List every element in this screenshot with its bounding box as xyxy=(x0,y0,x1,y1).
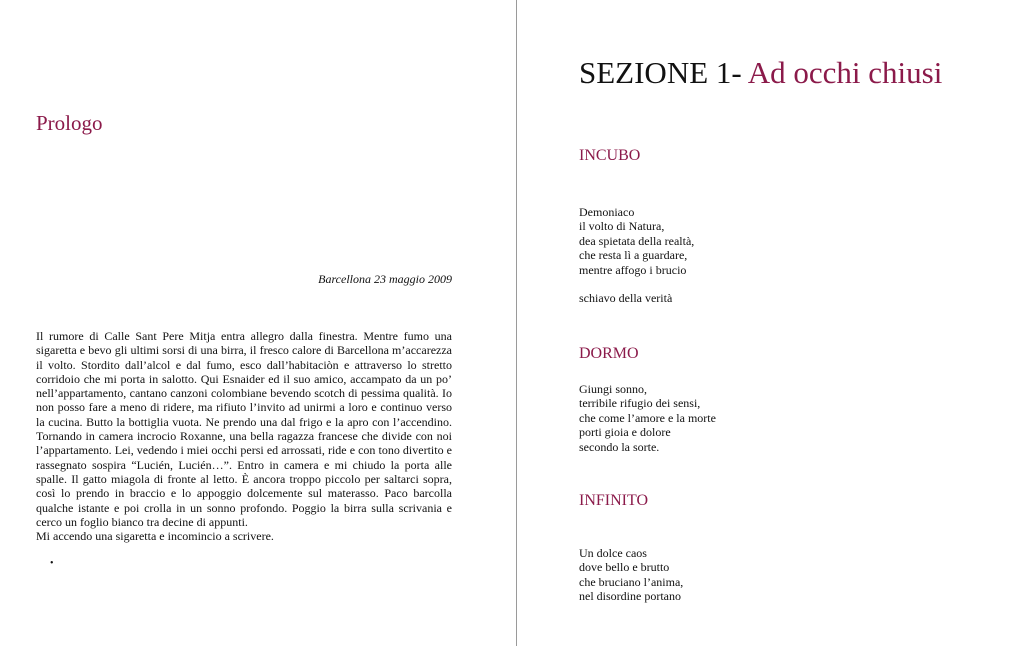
poem-line: dove bello e brutto xyxy=(579,560,670,575)
poem-line: Un dolce caos xyxy=(579,546,647,560)
poem-title-infinito: INFINITO xyxy=(579,492,649,509)
poem-line: che come l’amore e la morte xyxy=(579,410,716,425)
poem-line: mentre affogo i brucio xyxy=(579,262,687,277)
poem-infinito xyxy=(579,546,683,604)
stanza-break xyxy=(579,277,694,291)
prologue-heading: Prologo xyxy=(36,111,103,135)
poem-line: dea spietata della realtà, xyxy=(579,233,695,248)
section-number: SEZIONE 1- xyxy=(579,55,742,90)
bullet-point: • xyxy=(50,558,54,569)
poem-line: schiavo della verità xyxy=(579,291,673,306)
prologue-paragraph: Mi accendo una sigaretta e incomincio a scrivere. xyxy=(36,529,274,544)
right-page xyxy=(517,0,1030,646)
prologue-text xyxy=(36,329,452,543)
poem-title-incubo: INCUBO xyxy=(579,147,641,164)
poem-line: Demoniaco xyxy=(579,205,635,219)
poem-line: porti gioia e dolore xyxy=(579,425,671,440)
poem-line: terribile rifugio dei sensi, xyxy=(579,396,701,411)
poem-line: nel disordine portano xyxy=(579,589,681,604)
poem-line: Giungi sonno, xyxy=(579,382,648,396)
prologue-paragraph: Il rumore di Calle Sant Pere Mitja entra allegro dalla finestra. Mentre fumo una sigaretta e bevo gli ultimi sorsi di una birra, il fresco calore di Barcellona m’accarezza il volto. Stordito dall’alcol e dal fumo, esco dall’habitaciòn e attraverso lo stretto corridoio che mi porta in salotto. Qui Esnaider ed il suo amico, accampato da un po’ nell’appartamento, cantano canzoni colombiane bevendo scotch di pessima qualità. Io non posso fare a meno di ridere, ma rifiuto l’invito ad unirmi a loro e continuo verso la cucina. Butto la bottiglia vuota. Ne prendo una dal frigo e la apro con l’accendino. Tornando in camera incrocio Roxanne, una bella ragazza francese che divide con noi l’appartamento. Lei, vedendo i miei occhi persi ed arrossati, ride e con tono divertito e rassegnato sospira “Lucién, Lucién…”. Entro in camera e mi chiudo la porta alle spalle. Il gatto miagola di fronte al letto. È ancora troppo piccolo per saltarci sopra, così lo prendo in braccio e lo appoggio dolcemente sul materasso. Paco barcolla qualche istante e poi crolla in un sonno profondo. Poggio la birra sulla scrivania e cerco un foglio bianco tra decine di appunti. xyxy=(36,329,452,529)
section-title xyxy=(579,55,942,91)
poem-line: che resta lì a guardare, xyxy=(579,248,688,263)
section-name: Ad occhi chiusi xyxy=(741,55,943,90)
poem-line: secondo la sorte. xyxy=(579,439,660,454)
poem-dormo xyxy=(579,382,716,454)
poem-incubo xyxy=(579,205,694,306)
poem-line: il volto di Natura, xyxy=(579,219,665,234)
poem-line: che bruciano l’anima, xyxy=(579,574,684,589)
dateline: Barcellona 23 maggio 2009 xyxy=(318,272,452,286)
poem-title-dormo: DORMO xyxy=(579,345,639,362)
